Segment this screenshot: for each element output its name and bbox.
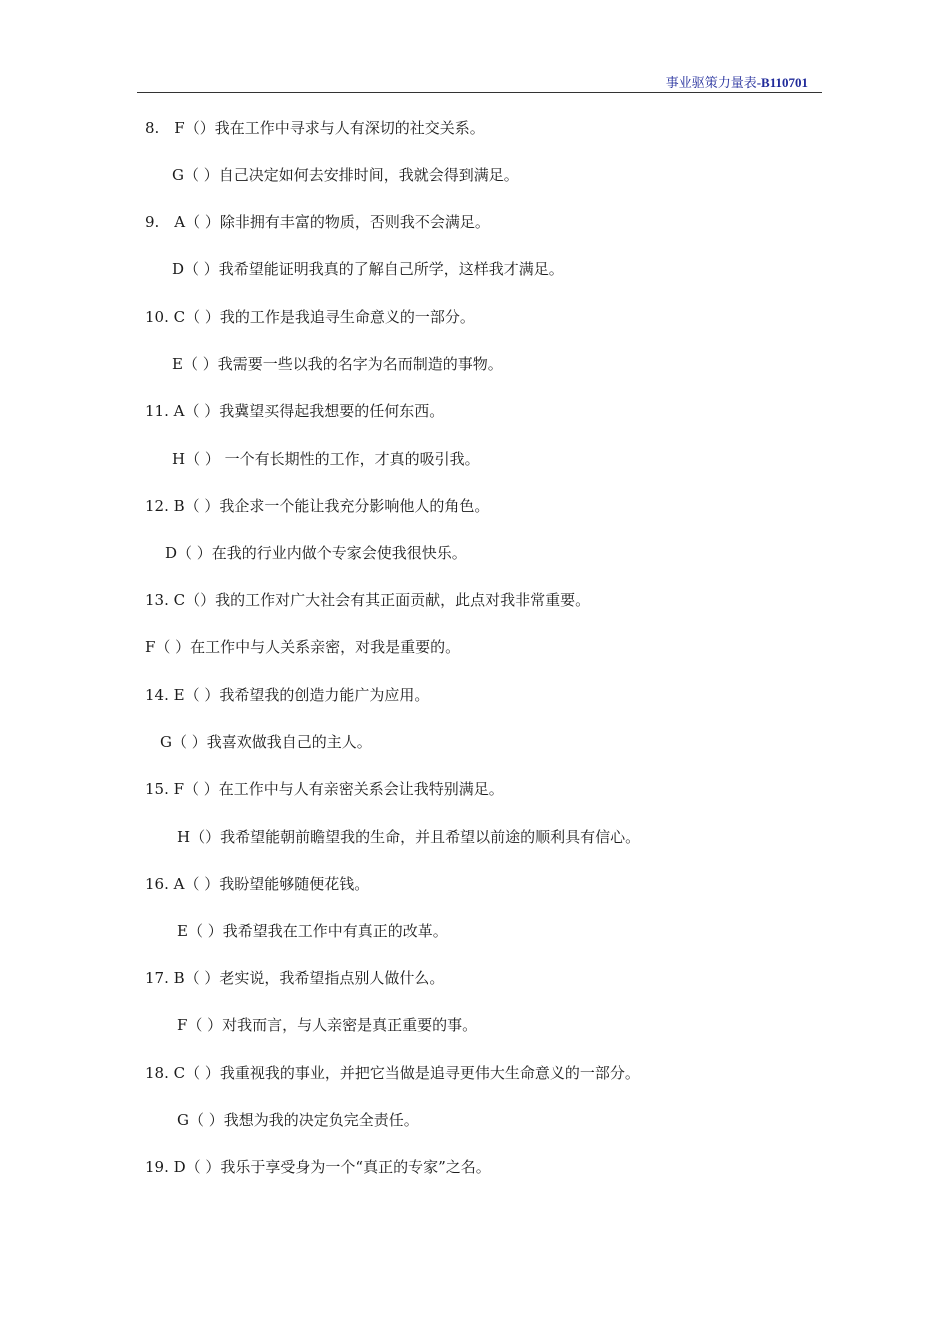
question-16-option-a: 16. A（ ）我盼望能够随便花钱。 bbox=[145, 875, 370, 893]
question-17-option-b: 17. B（ ）老实说，我希望指点别人做什么。 bbox=[145, 969, 445, 987]
question-11-option-h: H（ ） 一个有长期性的工作，才真的吸引我。 bbox=[172, 450, 480, 468]
question-10-option-e: E（ ）我需要一些以我的名字为名而制造的事物。 bbox=[172, 355, 503, 373]
question-13-option-f: F（ ）在工作中与人关系亲密，对我是重要的。 bbox=[145, 638, 461, 656]
question-8-option-g: G（ ）自己决定如何去安排时间，我就会得到满足。 bbox=[172, 166, 519, 184]
question-16-option-e: E（ ）我希望我在工作中有真正的改革。 bbox=[177, 922, 448, 940]
question-14-option-e: 14. E（ ）我希望我的创造力能广为应用。 bbox=[145, 686, 430, 704]
question-9-option-a: 9. A（ ）除非拥有丰富的物质，否则我不会满足。 bbox=[145, 213, 490, 231]
question-12-option-b: 12. B（ ）我企求一个能让我充分影响他人的角色。 bbox=[145, 497, 490, 515]
question-18-option-g: G（ ）我想为我的决定负完全责任。 bbox=[177, 1111, 419, 1129]
question-13-option-c: 13. C（）我的工作对广大社会有其正面贡献，此点对我非常重要。 bbox=[145, 591, 591, 609]
question-19-option-d: 19. D（ ）我乐于享受身为一个“真正的专家”之名。 bbox=[145, 1158, 491, 1176]
question-12-option-d: D（ ）在我的行业内做个专家会使我很快乐。 bbox=[165, 544, 467, 562]
page-header bbox=[137, 62, 822, 93]
question-18-option-c: 18. C（ ）我重视我的事业，并把它当做是追寻更伟大生命意义的一部分。 bbox=[145, 1064, 640, 1082]
header-code: -B110701 bbox=[756, 75, 808, 90]
question-8-option-f: 8. F（）我在工作中寻求与人有深切的社交关系。 bbox=[145, 119, 485, 137]
question-17-option-f: F（ ）对我而言，与人亲密是真正重要的事。 bbox=[177, 1016, 478, 1034]
header-title bbox=[666, 72, 808, 91]
question-11-option-a: 11. A（ ）我冀望买得起我想要的任何东西。 bbox=[145, 402, 445, 420]
header-title-text: 事业驱策力量表 bbox=[665, 75, 757, 90]
question-15-option-f: 15. F（ ）在工作中与人有亲密关系会让我特别满足。 bbox=[145, 780, 504, 798]
question-10-option-c: 10. C（ ）我的工作是我追寻生命意义的一部分。 bbox=[145, 308, 475, 326]
question-15-option-h: H（）我希望能朝前瞻望我的生命，并且希望以前途的顺利具有信心。 bbox=[177, 828, 641, 846]
question-9-option-d: D（ ）我希望能证明我真的了解自己所学，这样我才满足。 bbox=[172, 260, 564, 278]
question-14-option-g: G（ ）我喜欢做我自己的主人。 bbox=[160, 733, 372, 751]
